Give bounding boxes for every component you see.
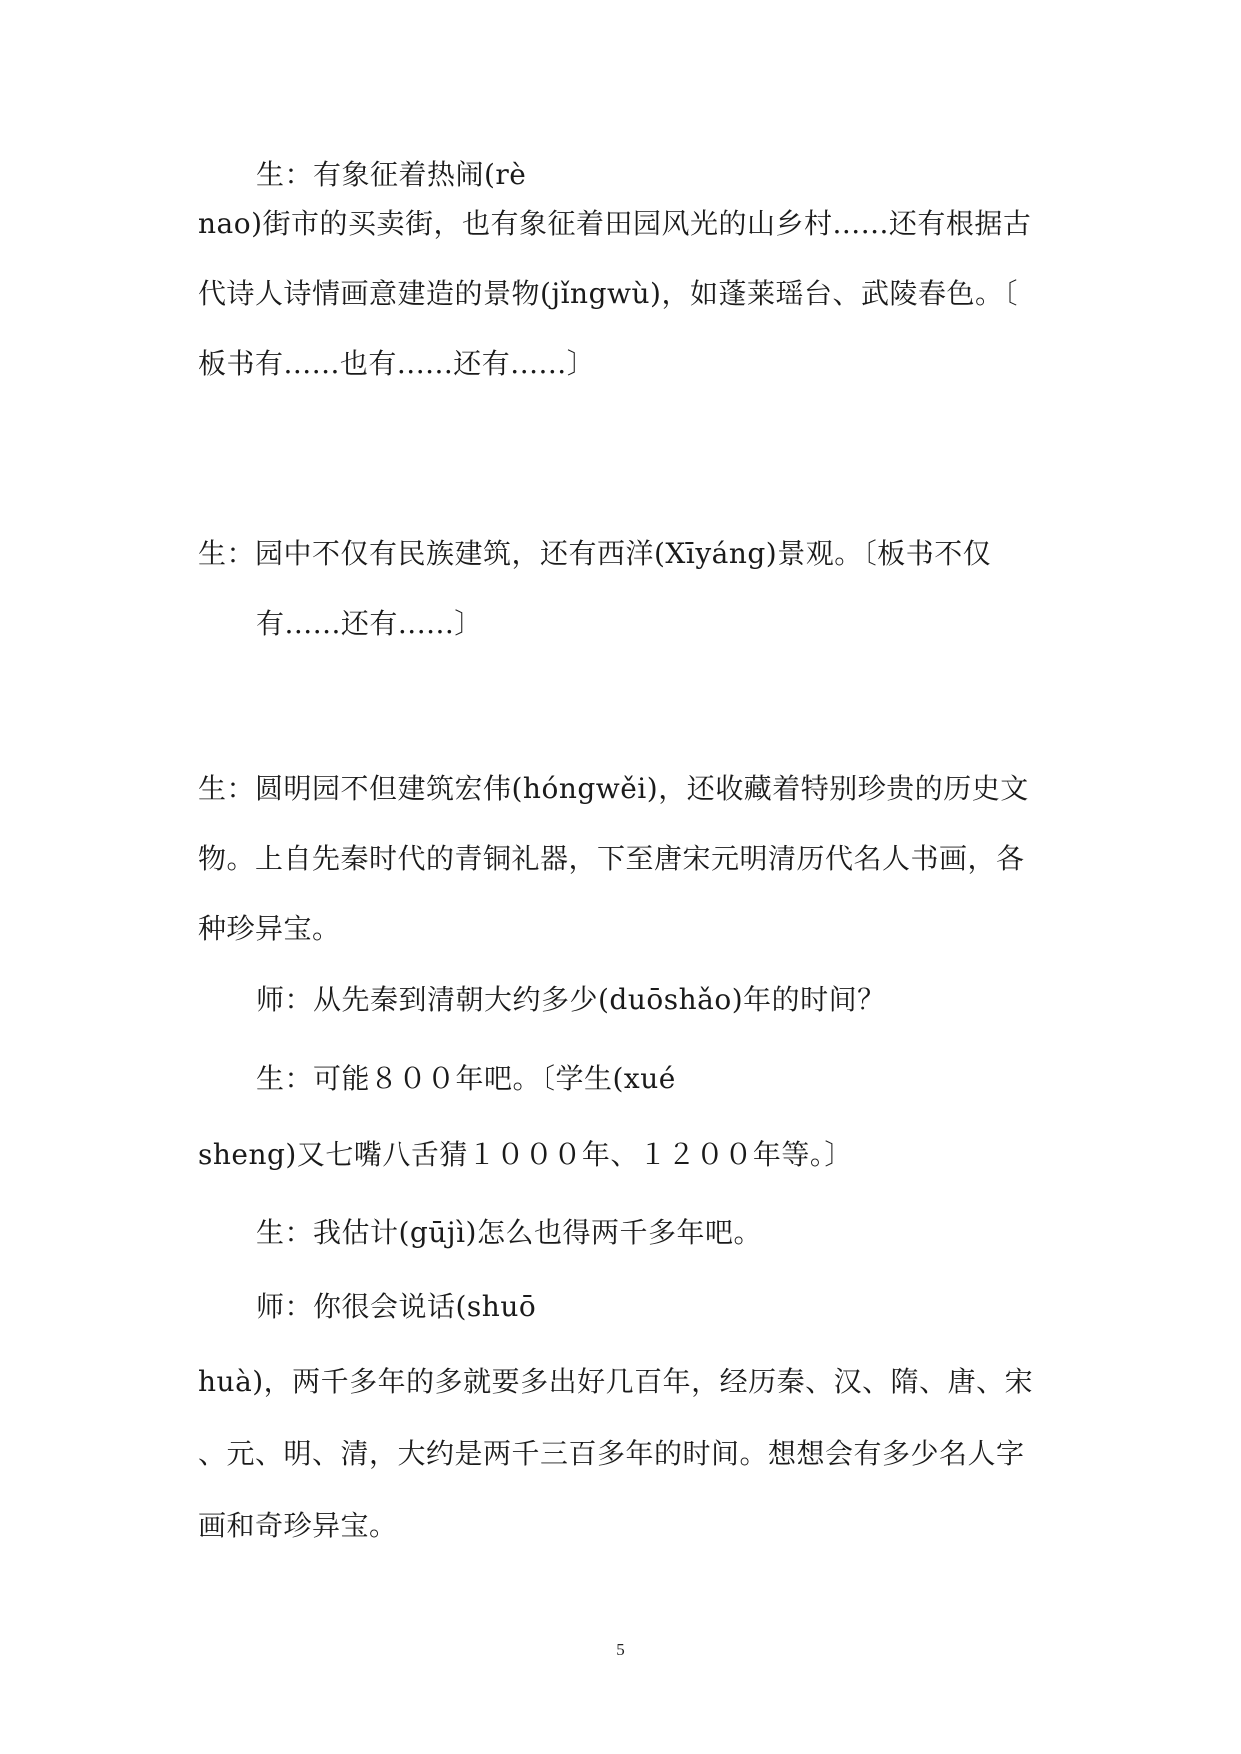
page-number: 5 (616, 1640, 625, 1659)
text-line: 画和奇珍异宝。 (198, 1509, 398, 1542)
text-line: 师：你很会说话(shuō (256, 1290, 537, 1323)
text-line: 生：可能８００年吧。〔学生(xué (256, 1062, 676, 1095)
text-line: 种珍异宝。 (198, 912, 341, 945)
text-line: 生：我估计(gūjì)怎么也得两千多年吧。 (256, 1216, 762, 1249)
text-line: huà)，两千多年的多就要多出好几百年，经历秦、汉、隋、唐、宋 (198, 1365, 1034, 1398)
text-line: 生：园中不仅有民族建筑，还有西洋(Xīyáng)景观。〔板书不仅 (198, 537, 992, 570)
text-line: nao)街市的买卖街，也有象征着田园风光的山乡村......还有根据古 (198, 207, 1032, 240)
text-line: 板书有......也有......还有......〕 (198, 347, 596, 380)
text-line: 生：有象征着热闹(rè (256, 158, 527, 191)
text-line: 生：圆明园不但建筑宏伟(hóngwěi)，还收藏着特别珍贵的历史文 (198, 772, 1029, 805)
text-line: 师：从先秦到清朝大约多少(duōshǎo)年的时间？ (256, 983, 886, 1016)
text-line: 有......还有......〕 (256, 607, 483, 640)
text-line: sheng)又七嘴八舌猜１０００年、１２００年等。〕 (198, 1138, 853, 1171)
text-line: 物。上自先秦时代的青铜礼器，下至唐宋元明清历代名人书画，各 (198, 842, 1025, 875)
text-line: 代诗人诗情画意建造的景物(jǐngwù)，如蓬莱瑶台、武陵春色。〔 (198, 277, 1018, 310)
text-line: 、元、明、清，大约是两千三百多年的时间。想想会有多少名人字 (198, 1437, 1025, 1470)
